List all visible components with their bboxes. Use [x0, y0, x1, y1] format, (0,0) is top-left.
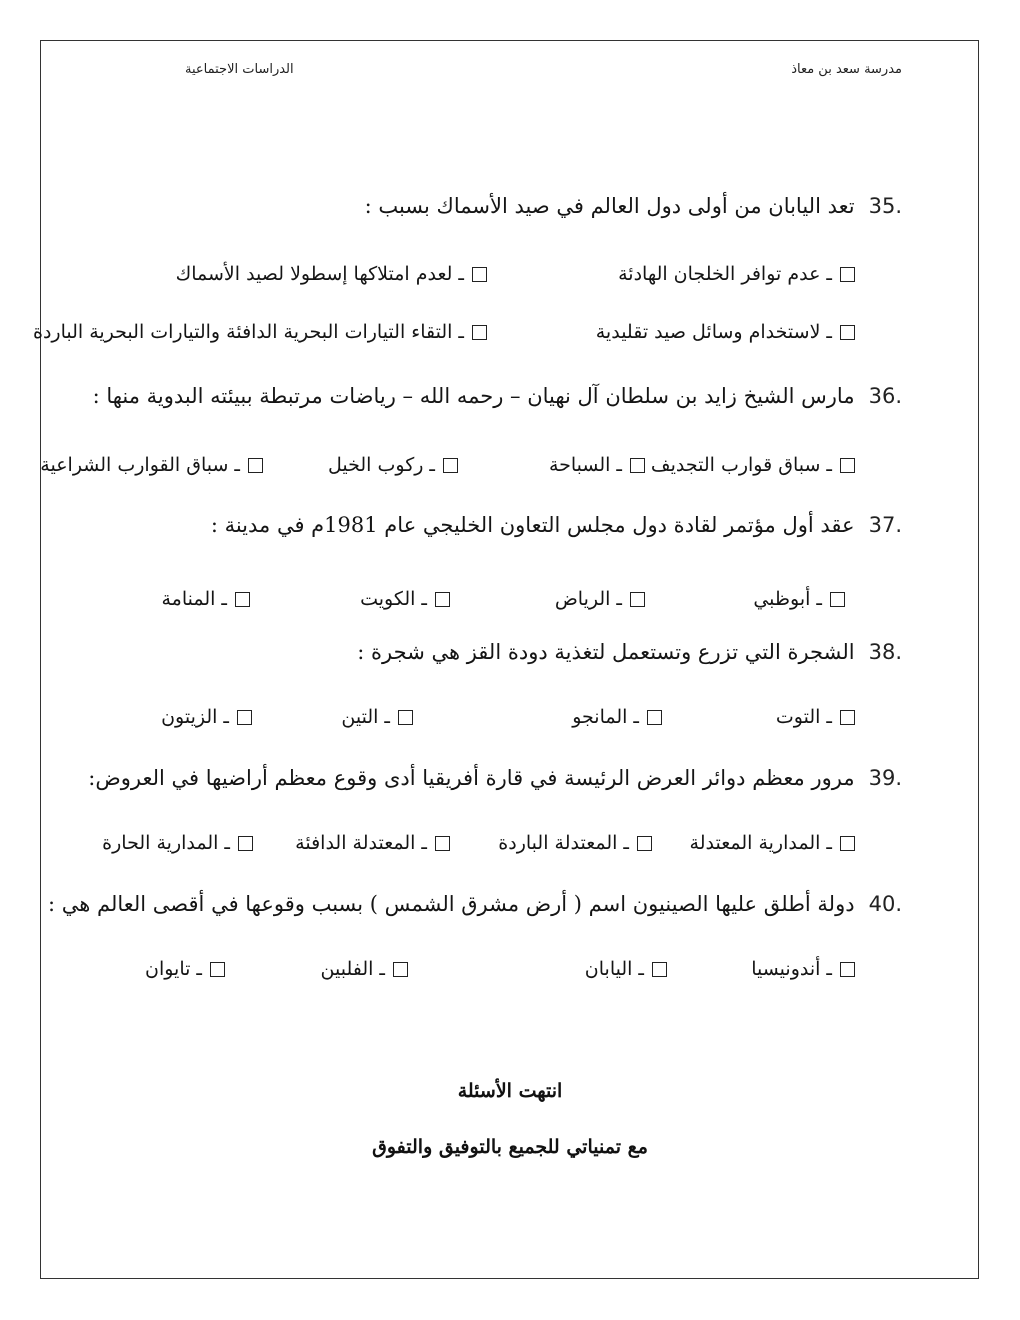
option[interactable]: ـ اليابان [585, 958, 667, 980]
checkbox-icon[interactable] [435, 836, 450, 851]
option-label: المدارية المعتدلة [689, 832, 821, 854]
option-label: اليابان [584, 958, 633, 980]
option[interactable]: ـ لعدم امتلاكها إسطولا لصيد الأسماك [176, 263, 487, 285]
option-label: التين [341, 706, 379, 728]
checkbox-icon[interactable] [840, 962, 855, 977]
question-37 [211, 513, 902, 537]
option[interactable]: ـ أبوظبي [753, 588, 845, 610]
option[interactable]: ـ التين [341, 706, 413, 728]
checkbox-icon[interactable] [840, 458, 855, 473]
checkbox-icon[interactable] [235, 592, 250, 607]
checkbox-icon[interactable] [248, 458, 263, 473]
question-number: .36 [868, 384, 902, 408]
question-39 [88, 766, 902, 790]
option[interactable]: ـ المعتدلة الدافئة [295, 832, 450, 854]
option[interactable]: ـ الفلبين [321, 958, 408, 980]
option[interactable]: ـ المدارية الحارة [102, 832, 253, 854]
question-text: الشجرة التي تزرع وتستعمل لتغذية دودة القز هي شجرة : [357, 640, 855, 664]
checkbox-icon[interactable] [647, 710, 662, 725]
checkbox-icon[interactable] [472, 325, 487, 340]
question-number: .35 [868, 194, 902, 218]
option[interactable]: ـ الكويت [360, 588, 450, 610]
checkbox-icon[interactable] [840, 710, 855, 725]
checkbox-icon[interactable] [393, 962, 408, 977]
option[interactable]: ـ عدم توافر الخلجان الهادئة [618, 263, 855, 285]
checkbox-icon[interactable] [630, 592, 645, 607]
checkbox-icon[interactable] [830, 592, 845, 607]
question-text: دولة أطلق عليها الصينيون اسم ( أرض مشرق الشمس ) بسبب وقوعها في أقصى العالم هي : [47, 892, 855, 916]
option-label: المنامة [161, 588, 216, 610]
checkbox-icon[interactable] [210, 962, 225, 977]
option-label: أندونيسيا [751, 958, 821, 980]
question-number: .40 [868, 892, 902, 916]
checkbox-icon[interactable] [840, 836, 855, 851]
option-label: المعتدلة الدافئة [295, 832, 416, 854]
option[interactable]: ـ أندونيسيا [751, 958, 855, 980]
option[interactable]: ـ سباق القوارب الشراعية [40, 454, 263, 476]
checkbox-icon[interactable] [840, 267, 855, 282]
question-number: .37 [868, 513, 902, 537]
option[interactable]: ـ التقاء التيارات البحرية الدافئة والتيارات البحرية الباردة [33, 321, 487, 343]
question-text: عقد أول مؤتمر لقادة دول مجلس التعاون الخليجي عام 1981م في مدينة : [210, 513, 855, 537]
option-label: الزيتون [161, 706, 218, 728]
option-label: لعدم امتلاكها إسطولا لصيد الأسماك [175, 263, 453, 285]
option-label: الرياض [554, 588, 611, 610]
checkbox-icon[interactable] [238, 836, 253, 851]
option-label: السباحة [548, 454, 611, 476]
closing-wishes: مع تمنياتي للجميع بالتوفيق والتفوق [372, 1136, 648, 1158]
checkbox-icon[interactable] [652, 962, 667, 977]
checkbox-icon[interactable] [435, 592, 450, 607]
checkbox-icon[interactable] [443, 458, 458, 473]
option-label: عدم توافر الخلجان الهادئة [618, 263, 821, 285]
question-text: مرور معظم دوائر العرض الرئيسة في قارة أفريقيا أدى وقوع معظم أراضيها في العروض: [88, 766, 855, 790]
checkbox-icon[interactable] [840, 325, 855, 340]
option-label: لاستخدام وسائل صيد تقليدية [595, 321, 821, 343]
option[interactable]: ـ الرياض [555, 588, 645, 610]
checkbox-icon[interactable] [398, 710, 413, 725]
option-label: الفلبين [320, 958, 374, 980]
option-label: تايوان [145, 958, 191, 980]
option[interactable]: ـ التوت [776, 706, 855, 728]
subject-name: الدراسات الاجتماعية [185, 62, 294, 77]
question-text: تعد اليابان من أولى دول العالم في صيد الأسماك بسبب : [364, 194, 855, 218]
question-text: مارس الشيخ زايد بن سلطان آل نهيان – رحمه الله – رياضات مرتبطة ببيئته البدوية منها : [92, 384, 855, 408]
question-38 [357, 640, 902, 664]
option[interactable]: ـ ركوب الخيل [328, 454, 458, 476]
option[interactable]: ـ المانجو [572, 706, 662, 728]
option-label: التقاء التيارات البحرية الدافئة والتيارات البحرية الباردة [32, 321, 453, 343]
option[interactable]: ـ المنامة [161, 588, 250, 610]
option-label: الكويت [360, 588, 416, 610]
option-label: ركوب الخيل [328, 454, 424, 476]
option-label: المدارية الحارة [102, 832, 219, 854]
checkbox-icon[interactable] [472, 267, 487, 282]
option-label: سباق القوارب الشراعية [40, 454, 229, 476]
question-40 [48, 892, 902, 916]
option-label: المعتدلة الباردة [498, 832, 618, 854]
question-35 [365, 194, 902, 218]
question-36 [93, 384, 902, 408]
option-label: المانجو [572, 706, 628, 728]
option-label: سباق قوارب التجديف [650, 454, 821, 476]
option-label: التوت [775, 706, 821, 728]
checkbox-icon[interactable] [630, 458, 645, 473]
question-number: .38 [868, 640, 902, 664]
checkbox-icon[interactable] [637, 836, 652, 851]
end-of-questions: انتهت الأسئلة [457, 1080, 563, 1102]
option[interactable]: ـ لاستخدام وسائل صيد تقليدية [596, 321, 855, 343]
option[interactable]: ـ السباحة [549, 454, 645, 476]
question-number: .39 [868, 766, 902, 790]
checkbox-icon[interactable] [237, 710, 252, 725]
school-name: مدرسة سعد بن معاذ [791, 62, 902, 77]
option[interactable]: ـ الزيتون [161, 706, 252, 728]
option[interactable]: ـ المعتدلة الباردة [498, 832, 652, 854]
option[interactable]: ـ تايوان [145, 958, 225, 980]
option-label: أبوظبي [753, 588, 811, 610]
option[interactable]: ـ المدارية المعتدلة [690, 832, 855, 854]
option[interactable]: ـ سباق قوارب التجديف [651, 454, 855, 476]
